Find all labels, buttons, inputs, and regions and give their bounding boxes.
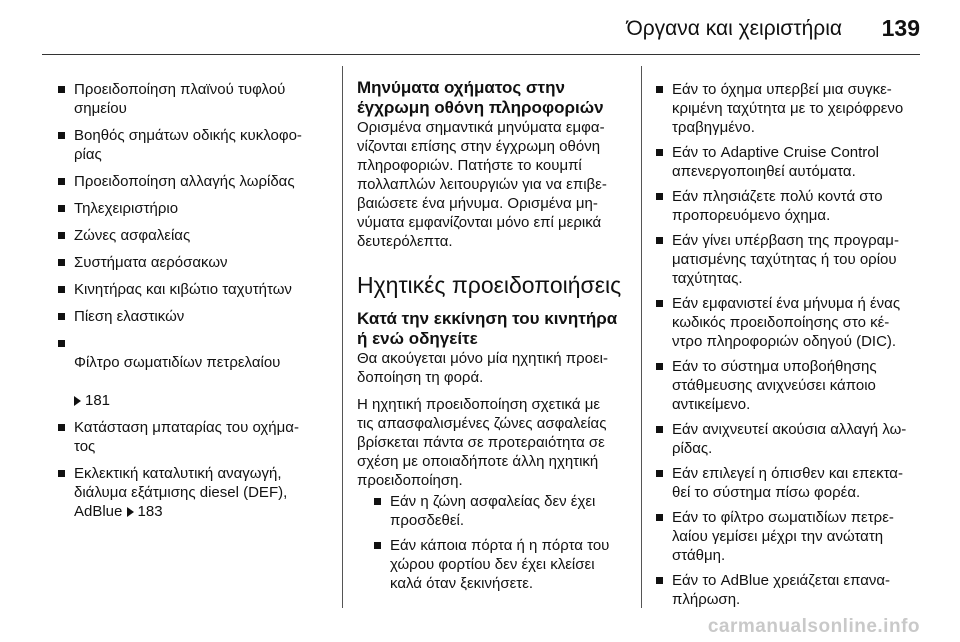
column-divider xyxy=(342,66,343,608)
bullet-list xyxy=(656,80,928,609)
list-item: Βοηθός σημάτων οδικής κυκλοφο- ρίας xyxy=(58,126,338,164)
bullet-list xyxy=(58,80,338,521)
paragraph: Θα ακούγεται μόνο μία ηχητική προει- δοποίηση τη φορά. xyxy=(357,350,608,386)
section-heading-audible-warnings: Ηχητικές προειδοποιήσεις xyxy=(357,272,622,298)
list-item: Προειδοποίηση αλλαγής λωρίδας xyxy=(58,172,338,191)
list-item: Εάν το φίλτρο σωματιδίων πετρε- λαίου γεμίσει μέχρι την ανώτατη στάθμη. xyxy=(656,508,928,565)
page-reference-arrow-icon xyxy=(127,507,134,517)
paragraph: Ορισμένα σημαντικά μηνύματα εμφα- νίζονται επίσης στην έγχρωμη οθόνη πληροφοριών. Πατήστε το κουμπί πολλαπλών λειτουργιών για να επιβε- βαιώσετε ένα μήνυμα. Ορισμένα μη- νύματα εμφανίζονται μόνο επί μερικά δευτερόλεπτα. xyxy=(357,119,607,250)
page-reference-number: 183 xyxy=(137,503,163,520)
watermark: carmanualsonline.info xyxy=(707,616,920,637)
column-divider xyxy=(641,66,642,608)
list-item: Πίεση ελαστικών xyxy=(58,307,338,326)
page-reference-arrow-icon xyxy=(74,396,81,406)
list-item-filter xyxy=(58,334,338,410)
list-item-text: Εκλεκτική καταλυτική αναγωγή, διάλυμα εξάτμισης diesel (DEF), AdBlue xyxy=(74,465,288,520)
list-item: Εάν γίνει υπέρβαση της προγραμ- ματισμένης ταχύτητας ή του ορίου ταχύτητας. xyxy=(656,231,928,288)
list-item: Εάν επιλεγεί η όπισθεν και επεκτα- θεί το σύστημα πίσω φορέα. xyxy=(656,464,928,502)
page-header xyxy=(0,0,960,62)
column-middle xyxy=(357,80,632,599)
section-heading-vehicle-messages: Μηνύματα οχήματος στην έγχρωμη οθόνη πληροφοριών xyxy=(357,78,604,117)
page-reference-number: 181 xyxy=(85,392,111,409)
list-item: Εάν το AdBlue χρειάζεται επανα- πλήρωση. xyxy=(656,571,928,609)
list-item: Εάν ανιχνευτεί ακούσια αλλαγή λω- ρίδας. xyxy=(656,420,928,458)
page-reference-link[interactable] xyxy=(74,391,110,410)
list-item: Κατάσταση μπαταρίας του οχήμα- τος xyxy=(58,418,338,456)
list-item: Προειδοποίηση πλαϊνού τυφλού σημείου xyxy=(58,80,338,118)
list-item: Συστήματα αερόσακων xyxy=(58,253,338,272)
list-item: Εάν το σύστημα υποβοήθησης στάθμευσης ανιχνεύσει κάποιο αντικείμενο. xyxy=(656,357,928,414)
list-item-scr xyxy=(58,464,338,521)
bullet-list xyxy=(374,492,632,593)
list-item: Εάν το Adaptive Cruise Control απενεργοποιηθεί αυτόματα. xyxy=(656,143,928,181)
list-item: Τηλεχειριστήριο xyxy=(58,199,338,218)
list-item: Εάν κάποια πόρτα ή η πόρτα του χώρου φορτίου δεν έχει κλείσει καλά όταν ξεκινήσετε. xyxy=(374,536,632,593)
page-title: Όργανα και χειριστήρια xyxy=(626,17,842,40)
list-item: Κινητήρας και κιβώτιο ταχυτήτων xyxy=(58,280,338,299)
column-left xyxy=(58,80,338,529)
list-item: Εάν το όχημα υπερβεί μια συγκε- κριμένη ταχύτητα με το χειρόφρενο τραβηγμένο. xyxy=(656,80,928,137)
list-item-text: Φίλτρο σωματιδίων πετρελαίου xyxy=(74,354,281,371)
page-number: 139 xyxy=(881,15,920,41)
page-reference-link[interactable] xyxy=(127,502,163,521)
column-right xyxy=(656,80,928,615)
list-item: Εάν πλησιάζετε πολύ κοντά στο προπορευόμενο όχημα. xyxy=(656,187,928,225)
subsection-heading: Κατά την εκκίνηση του κινητήρα ή ενώ οδηγείτε xyxy=(357,309,618,348)
list-item: Εάν εμφανιστεί ένα μήνυμα ή ένας κωδικός προειδοποίησης στο κέ- ντρο πληροφοριών οδηγού (DIC). xyxy=(656,294,928,351)
header-divider xyxy=(42,54,920,55)
paragraph: Η ηχητική προειδοποίηση σχετικά με τις απασφαλισμένες ζώνες ασφαλείας βρίσκεται πάντα σε προτεραιότητα σε σχέση με οποιαδήποτε άλλη ηχητική προειδοποίηση. xyxy=(357,396,607,489)
list-item: Εάν η ζώνη ασφαλείας δεν έχει προσδεθεί. xyxy=(374,492,632,530)
list-item: Ζώνες ασφαλείας xyxy=(58,226,338,245)
